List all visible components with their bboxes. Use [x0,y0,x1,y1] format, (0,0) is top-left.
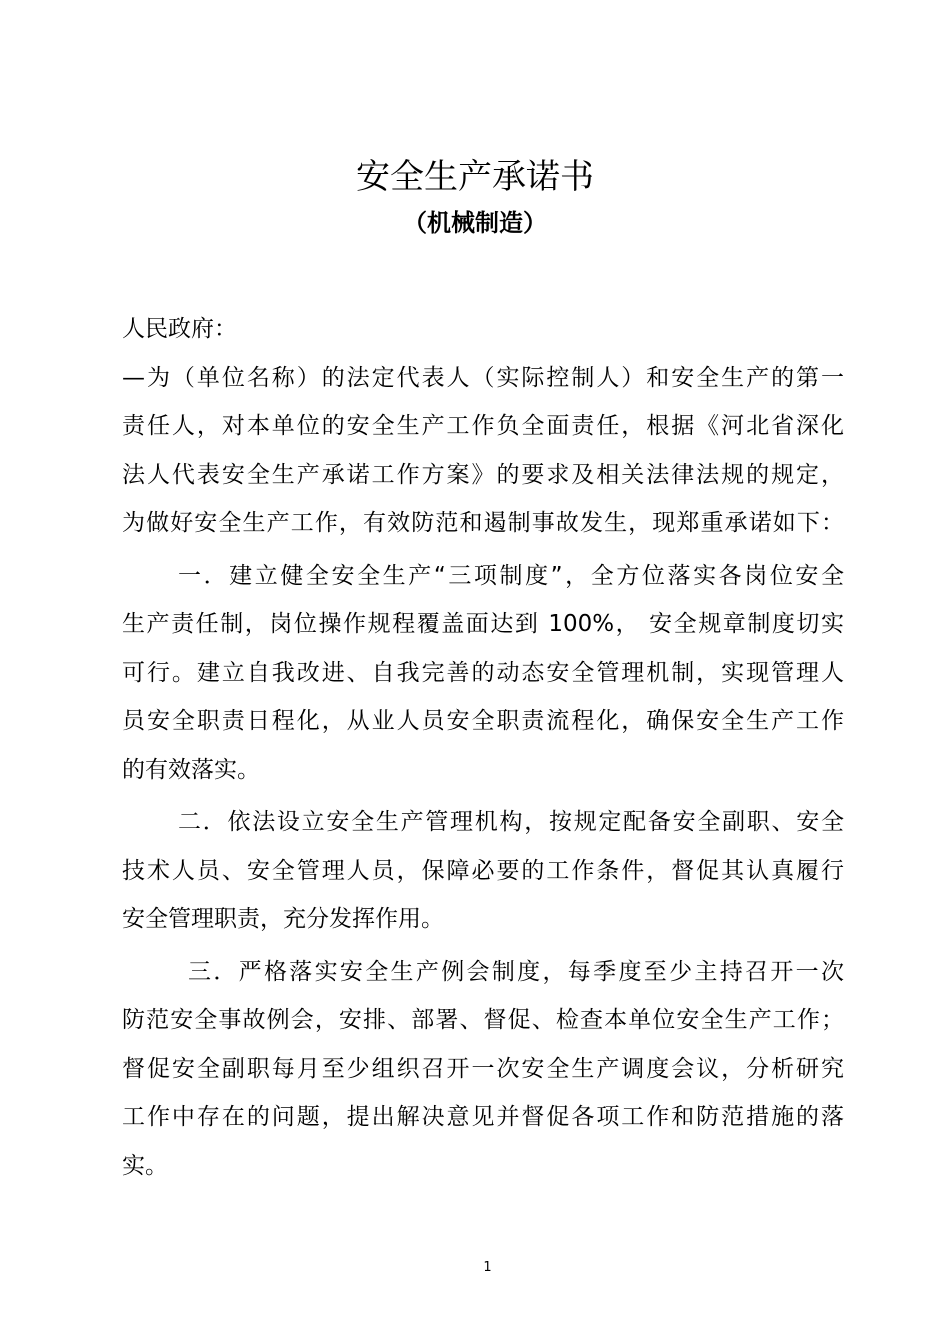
section-3-line: 实。 [122,1152,168,1179]
section-3-line: 防范安全事故例会，安排、部署、督促、检查本单位安全生产工作； [122,1007,844,1033]
section-3-line: 工作中存在的问题，提出解决意见并督促各项工作和防范措施的落 [122,1104,844,1130]
document-subtitle: （机械制造） [403,209,547,237]
intro-line: —为（单位名称）的法定代表人（实际控制人）和安全生产的第一 [122,364,844,391]
document-body [122,305,844,1190]
salutation: 人民政府： [122,316,237,342]
intro-line: 法人代表安全生产承诺工作方案》的要求及相关法律法规的规定， [122,461,844,488]
section-1-line: 生产责任制，岗位操作规程覆盖面达到 100%， 安全规章制度切实 [122,611,844,637]
section-3-line: 督促安全副职每月至少组织召开一次安全生产调度会议，分析研究 [122,1055,844,1082]
document-title: 安全生产承诺书 [356,157,594,197]
section-3-paragraph [122,948,844,1191]
section-1-line: 可行。建立自我改进、自我完善的动态安全管理机制，实现管理人 [122,659,844,686]
section-2-line: 技术人员、安全管理人员，保障必要的工作条件，督促其认真履行 [122,857,844,884]
section-1-line: 员安全职责日程化，从业人员安全职责流程化，确保安全生产工作 [122,708,844,734]
section-3-line: 三．严格落实安全生产例会制度，每季度至少主持召开一次 [188,958,844,985]
section-2-paragraph [122,798,844,944]
intro-line: 责任人，对本单位的安全生产工作负全面责任，根据《河北省深化 [122,413,844,439]
section-2-line: 安全管理职责，充分发挥作用。 [122,906,444,932]
section-1-paragraph [122,552,844,795]
section-2-line: 二．依法设立安全生产管理机构，按规定配备安全副职、安全 [178,809,844,835]
section-1-line: 一．建立健全安全生产“三项制度”，全方位落实各岗位安全 [178,562,844,589]
intro-paragraph [122,354,844,548]
page-number: 1 [483,1260,492,1275]
section-1-line: 的有效落实。 [122,756,260,783]
intro-line: 为做好安全生产工作，有效防范和遏制事故发生，现郑重承诺如下： [122,510,844,536]
